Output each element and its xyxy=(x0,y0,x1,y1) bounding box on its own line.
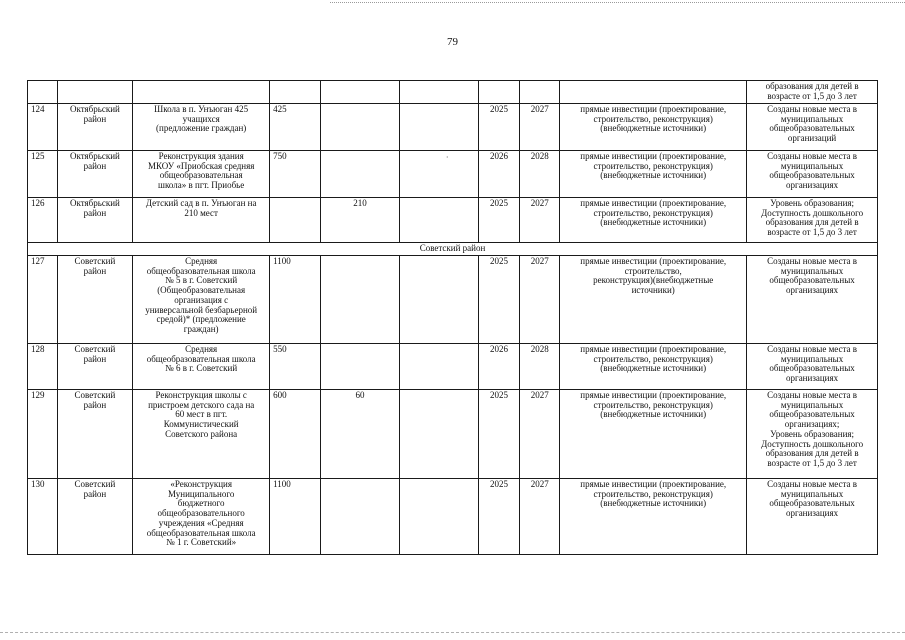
cell-district: Октябрьский район xyxy=(57,198,133,243)
cell-mechanism: прямые инвестиции (проектирование, строительство, реконструкция) (внебюджетные источники) xyxy=(560,151,747,198)
table-row xyxy=(28,198,878,243)
cell-empty xyxy=(399,198,478,243)
table-row xyxy=(28,479,878,555)
table-row xyxy=(28,151,878,198)
cell-end-year: 2028 xyxy=(520,151,560,198)
cell-district: Советский район xyxy=(57,256,133,344)
cell-end-year: 2027 xyxy=(520,256,560,344)
cell-capacity-kindergarten xyxy=(321,104,400,151)
cell-capacity-kindergarten xyxy=(321,151,400,198)
cell-start-year: 2025 xyxy=(478,479,520,555)
cell-capacity-kindergarten: 60 xyxy=(321,390,400,479)
table-row xyxy=(28,256,878,344)
cell-object xyxy=(133,81,270,104)
cell-object: Средняя общеобразовательная школа № 6 в г. Советский xyxy=(133,344,270,390)
section-title: Советский район xyxy=(28,243,878,256)
cell-end-year xyxy=(520,81,560,104)
table-row xyxy=(28,104,878,151)
cell-district: Советский район xyxy=(57,390,133,479)
cell-num: 124 xyxy=(28,104,58,151)
cell-num xyxy=(28,81,58,104)
cell-capacity-kindergarten xyxy=(321,344,400,390)
cell-empty xyxy=(399,81,478,104)
cell-result: Созданы новые места в муниципальных общеобразовательных организациях xyxy=(747,256,878,344)
table-row-continuation xyxy=(28,81,878,104)
cell-capacity-kindergarten: 210 xyxy=(321,198,400,243)
cell-district xyxy=(57,81,133,104)
cell-capacity-school: 425 xyxy=(270,104,321,151)
cell-start-year: 2025 xyxy=(478,390,520,479)
cell-mechanism xyxy=(560,81,747,104)
cell-capacity-school: 600 xyxy=(270,390,321,479)
cell-district: Советский район xyxy=(57,479,133,555)
cell-end-year: 2027 xyxy=(520,198,560,243)
table-row xyxy=(28,344,878,390)
cell-mechanism: прямые инвестиции (проектирование, строительство, реконструкция) (внебюджетные источники) xyxy=(560,390,747,479)
cell-start-year xyxy=(478,81,520,104)
scan-dot: · xyxy=(445,153,449,162)
cell-mechanism: прямые инвестиции (проектирование, строительство, реконструкция)(внебюджетные источники) xyxy=(560,256,747,344)
cell-capacity-kindergarten xyxy=(321,81,400,104)
cell-mechanism: прямые инвестиции (проектирование, строительство, реконструкция) (внебюджетные источники) xyxy=(560,104,747,151)
cell-result: Созданы новые места в муниципальных общеобразовательных организациях xyxy=(747,479,878,555)
cell-object: Реконструкция школы с пристроем детского сада на 60 мест в пгт. Коммунистический Советского района xyxy=(133,390,270,479)
cell-num: 126 xyxy=(28,198,58,243)
cell-district: Октябрьский район xyxy=(57,151,133,198)
cell-capacity-kindergarten xyxy=(321,256,400,344)
cell-num: 128 xyxy=(28,344,58,390)
table-row xyxy=(28,390,878,479)
cell-result: Созданы новые места в муниципальных общеобразовательных организациях xyxy=(747,151,878,198)
cell-result: Созданы новые места в муниципальных общеобразовательных организациях xyxy=(747,344,878,390)
cell-end-year: 2028 xyxy=(520,344,560,390)
cell-start-year: 2025 xyxy=(478,104,520,151)
cell-capacity-school xyxy=(270,198,321,243)
cell-object: Средняя общеобразовательная школа № 5 в г. Советский (Общеобразовательная организация с универсальной безбарьерной средой)* (предложение граждан) xyxy=(133,256,270,344)
cell-empty xyxy=(399,104,478,151)
cell-mechanism: прямые инвестиции (проектирование, строительство, реконструкция) (внебюджетные источники) xyxy=(560,198,747,243)
cell-start-year: 2026 xyxy=(478,151,520,198)
cell-object: Реконструкция здания МКОУ «Приобская средняя общеобразовательная школа» в пгт. Приобье xyxy=(133,151,270,198)
cell-mechanism: прямые инвестиции (проектирование, строительство, реконструкция) (внебюджетные источники) xyxy=(560,344,747,390)
cell-num: 125 xyxy=(28,151,58,198)
cell-district: Октябрьский район xyxy=(57,104,133,151)
cell-end-year: 2027 xyxy=(520,104,560,151)
cell-object: Детский сад в п. Унъюган на 210 мест xyxy=(133,198,270,243)
cell-capacity-school: 550 xyxy=(270,344,321,390)
cell-capacity-school xyxy=(270,81,321,104)
cell-empty xyxy=(399,390,478,479)
cell-start-year: 2025 xyxy=(478,198,520,243)
cell-empty xyxy=(399,479,478,555)
section-row xyxy=(28,243,878,256)
cell-mechanism: прямые инвестиции (проектирование, строительство, реконструкция) (внебюджетные источники) xyxy=(560,479,747,555)
cell-result: образования для детей в возрасте от 1,5 до 3 лет xyxy=(747,81,878,104)
scan-artifact-top xyxy=(330,2,905,3)
cell-start-year: 2025 xyxy=(478,256,520,344)
cell-capacity-school: 750 xyxy=(270,151,321,198)
cell-num: 129 xyxy=(28,390,58,479)
cell-start-year: 2026 xyxy=(478,344,520,390)
cell-object: «Реконструкция Муниципального бюджетного общеобразовательного учреждения «Средняя общеобразовательная школа № 1 г. Советский» xyxy=(133,479,270,555)
cell-end-year: 2027 xyxy=(520,390,560,479)
cell-empty xyxy=(399,256,478,344)
cell-num: 127 xyxy=(28,256,58,344)
investment-projects-table xyxy=(27,80,878,555)
scan-artifact-bottom xyxy=(0,632,905,633)
cell-num: 130 xyxy=(28,479,58,555)
page-number: 79 xyxy=(447,36,458,48)
cell-result: Уровень образования; Доступность дошкольного образования для детей в возрасте от 1,5 до 3 лет xyxy=(747,198,878,243)
cell-capacity-school: 1100 xyxy=(270,479,321,555)
cell-object: Школа в п. Унъюган 425 учащихся (предложение граждан) xyxy=(133,104,270,151)
cell-capacity-school: 1100 xyxy=(270,256,321,344)
cell-result: Созданы новые места в муниципальных общеобразовательных организаций xyxy=(747,104,878,151)
cell-result: Созданы новые места в муниципальных общеобразовательных организациях; Уровень образования; Доступность дошкольного образования для детей в возрасте от 1,5 до 3 лет xyxy=(747,390,878,479)
cell-district: Советский район xyxy=(57,344,133,390)
cell-empty xyxy=(399,151,478,198)
cell-capacity-kindergarten xyxy=(321,479,400,555)
cell-empty xyxy=(399,344,478,390)
cell-end-year: 2027 xyxy=(520,479,560,555)
